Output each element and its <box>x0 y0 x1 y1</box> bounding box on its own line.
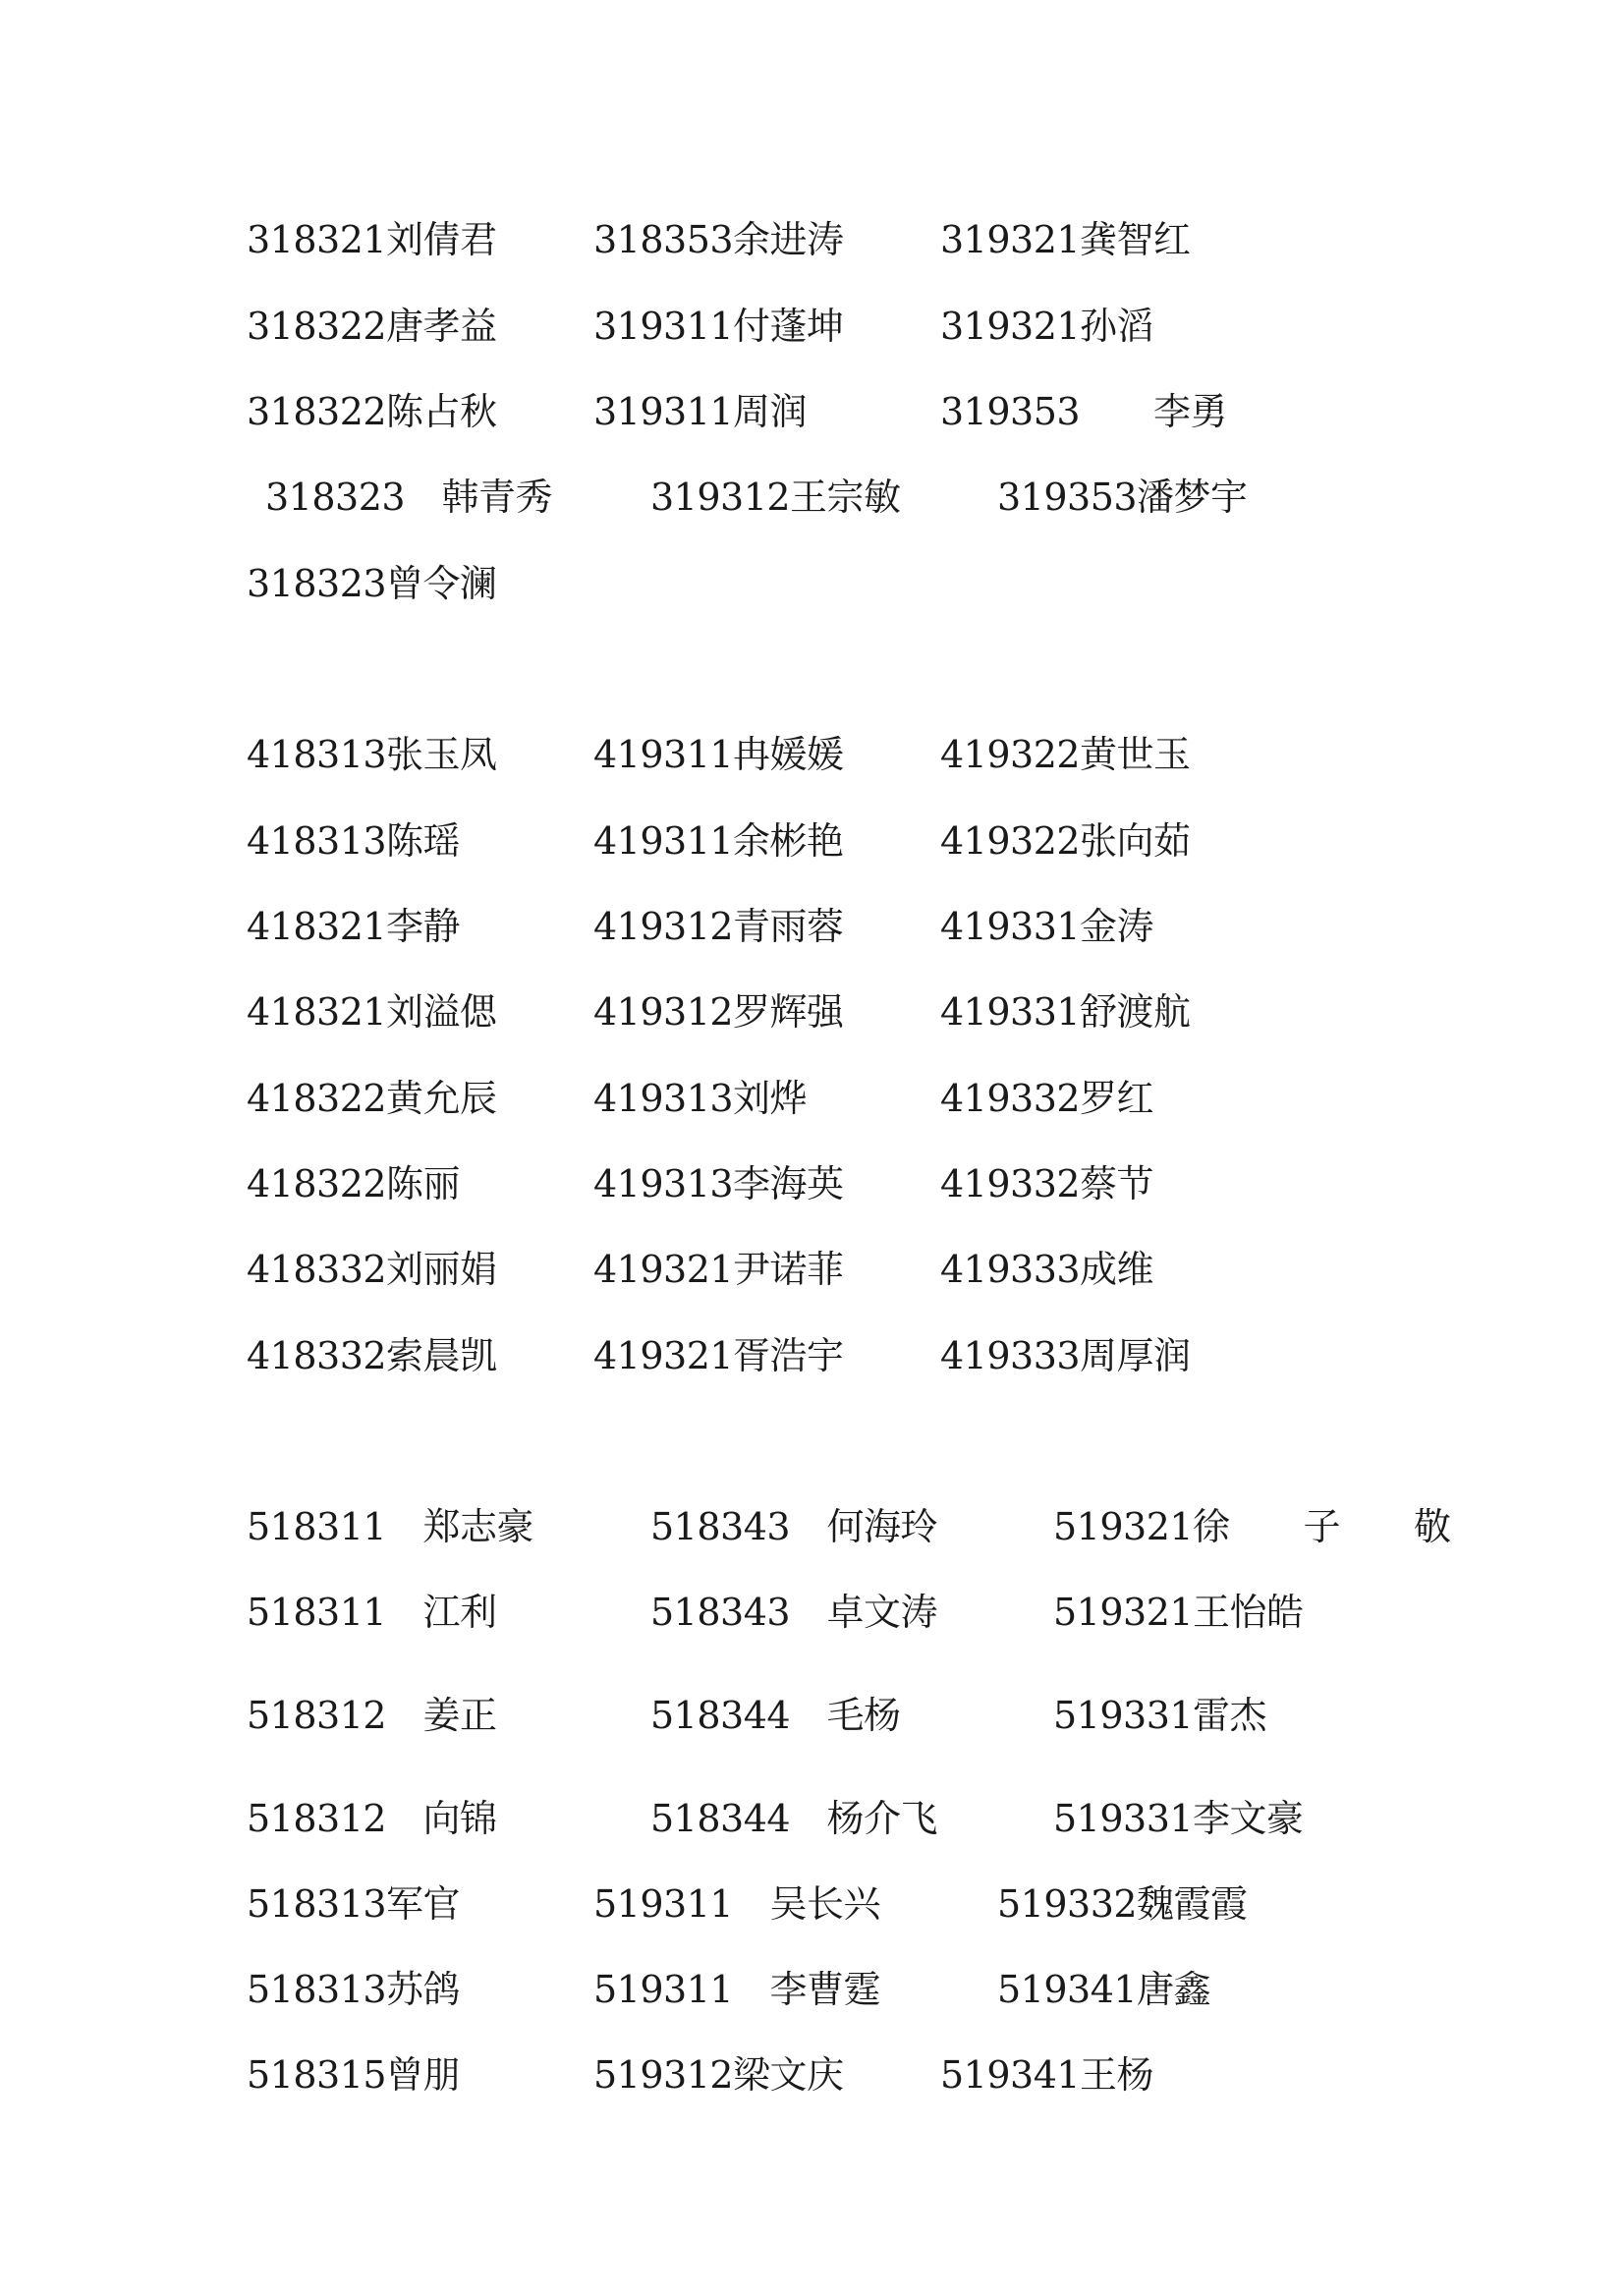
list-item: 518344 毛杨 <box>650 1694 901 1737</box>
list-item: 419322黄世玉 <box>940 733 1191 776</box>
list-item: 418321李静 <box>247 905 461 948</box>
list-item: 319312王宗敏 <box>650 476 901 519</box>
list-item: 419333成维 <box>940 1248 1154 1291</box>
list-item: 418332索晨凯 <box>247 1334 497 1377</box>
list-item: 418322黄允辰 <box>247 1077 497 1120</box>
list-item: 419331金涛 <box>940 905 1154 948</box>
list-item: 518312 姜正 <box>247 1694 497 1737</box>
list-item: 318323 韩青秀 <box>265 476 553 519</box>
list-item: 419311余彬艳 <box>593 819 844 863</box>
list-item: 419311冉媛媛 <box>593 733 844 776</box>
list-item: 519341唐鑫 <box>997 1968 1211 2011</box>
list-item: 419312青雨蓉 <box>593 905 844 948</box>
list-item: 318322唐孝益 <box>247 305 497 348</box>
list-item: 319311付蓬坤 <box>593 305 844 348</box>
list-item: 319353 李勇 <box>940 390 1228 433</box>
list-item: 418321刘溢偲 <box>247 990 497 1034</box>
list-item: 519331李文豪 <box>1053 1797 1304 1840</box>
list-item: 519321徐 子 敬 <box>1053 1505 1451 1548</box>
list-item: 519332魏霞霞 <box>997 1882 1248 1926</box>
list-item: 518313军官 <box>247 1882 461 1926</box>
list-item: 419313李海英 <box>593 1162 844 1205</box>
list-item: 418313陈瑶 <box>247 819 461 863</box>
list-item: 419312罗辉强 <box>593 990 844 1034</box>
list-item: 419332蔡节 <box>940 1162 1154 1205</box>
list-item: 518343 卓文涛 <box>650 1591 938 1634</box>
list-item: 518311 江利 <box>247 1591 497 1634</box>
list-item: 419332罗红 <box>940 1077 1154 1120</box>
list-item: 518313苏鸽 <box>247 1968 461 2011</box>
list-item: 418313张玉凤 <box>247 733 497 776</box>
list-item: 519312梁文庆 <box>593 2053 844 2097</box>
list-item: 519341王杨 <box>940 2053 1154 2097</box>
list-item: 518343 何海玲 <box>650 1505 938 1548</box>
list-item: 419331舒渡航 <box>940 990 1191 1034</box>
list-item: 319311周润 <box>593 390 808 433</box>
list-item: 318323曾令澜 <box>247 562 497 605</box>
list-item: 318321刘倩君 <box>247 218 497 261</box>
list-item: 518315曾朋 <box>247 2053 461 2097</box>
list-item: 318322陈占秋 <box>247 390 497 433</box>
list-item: 419321胥浩宇 <box>593 1334 844 1377</box>
list-item: 419313刘烨 <box>593 1077 808 1120</box>
list-item: 418322陈丽 <box>247 1162 461 1205</box>
list-item: 519331雷杰 <box>1053 1694 1267 1737</box>
list-item: 518311 郑志豪 <box>247 1505 534 1548</box>
list-item: 319321孙滔 <box>940 305 1154 348</box>
list-item: 518312 向锦 <box>247 1797 497 1840</box>
list-item: 419321尹诺菲 <box>593 1248 844 1291</box>
list-item: 319321龚智红 <box>940 218 1191 261</box>
list-item: 419333周厚润 <box>940 1334 1191 1377</box>
list-item: 419322张向茹 <box>940 819 1191 863</box>
list-item: 318353余进涛 <box>593 218 844 261</box>
list-item: 319353潘梦宇 <box>997 476 1248 519</box>
list-item: 518344 杨介飞 <box>650 1797 938 1840</box>
list-item: 418332刘丽娟 <box>247 1248 497 1291</box>
list-item: 519311 李曹霆 <box>593 1968 881 2011</box>
list-item: 519321王怡皓 <box>1053 1591 1304 1634</box>
list-item: 519311 吴长兴 <box>593 1882 881 1926</box>
